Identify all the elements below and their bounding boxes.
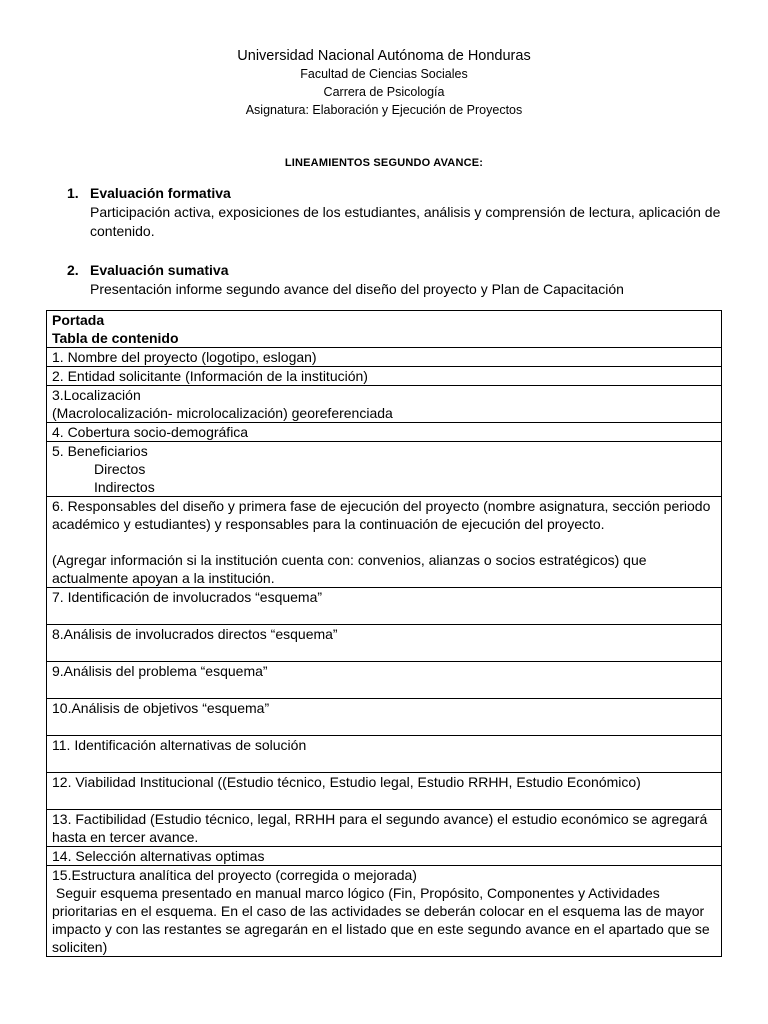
faculty-name: Facultad de Ciencias Sociales: [300, 67, 468, 81]
report-outline-table: [46, 310, 722, 957]
document-title: LINEAMIENTOS SEGUNDO AVANCE:: [284, 157, 484, 169]
table-row: [47, 662, 722, 699]
table-cell: [47, 866, 722, 957]
table-cell: 4. Cobertura socio-demográfica: [47, 423, 722, 442]
section-formative-evaluation: [67, 184, 727, 241]
cell-line: (Macrolocalización- microlocalización) georeferenciada: [52, 405, 393, 421]
section-number: 1.: [67, 185, 79, 201]
table-row: [47, 736, 722, 773]
cell-line: 3.Localización: [52, 387, 141, 403]
table-row: [47, 810, 722, 847]
table-row: [47, 847, 722, 866]
table-row: [47, 311, 722, 348]
cell-paragraph: 6. Responsables del diseño y primera fase de ejecución del proyecto (nombre asignatura, sección periodo académico y estudiantes) y responsables para la continuación de ejecución del proyecto.: [52, 498, 711, 532]
document-header: [0, 47, 768, 119]
table-row: [47, 588, 722, 625]
cell-line: Indirectos: [94, 479, 155, 495]
table-cell: 10.Análisis de objetivos “esquema”: [47, 699, 722, 736]
table-row: [47, 442, 722, 497]
section-number: 2.: [67, 262, 79, 278]
table-cell: 9.Análisis del problema “esquema”: [47, 662, 722, 699]
section-heading: Evaluación formativa: [90, 185, 231, 201]
section-summative-evaluation: [67, 261, 727, 299]
table-row: [47, 625, 722, 662]
table-row: [47, 866, 722, 957]
table-row: [47, 699, 722, 736]
table-row: [47, 423, 722, 442]
table-cell: [47, 311, 722, 348]
table-row: [47, 348, 722, 367]
cell-paragraph: Seguir esquema presentado en manual marco lógico (Fin, Propósito, Componentes y Actividades prioritarias en el esquema. En el caso de las actividades se deberán colocar en el esquema las de mayor impacto y con las restantes se agregarán en el listado que en este segundo avance en el apartado que se soliciten): [52, 885, 714, 955]
cell-line: 5. Beneficiarios: [52, 443, 148, 459]
table-row: [47, 497, 722, 588]
table-cell: [47, 386, 722, 423]
table-cell: 13. Factibilidad (Estudio técnico, legal, RRHH para el segundo avance) el estudio económico se agregará hasta en tercer avance.: [47, 810, 722, 847]
contents-label: Tabla de contenido: [52, 330, 179, 346]
section-heading: Evaluación sumativa: [90, 262, 229, 278]
table-cell: [47, 497, 722, 588]
table-cell: 8.Análisis de involucrados directos “esquema”: [47, 625, 722, 662]
section-body: Participación activa, exposiciones de los estudiantes, análisis y comprensión de lectura, aplicación de contenido.: [90, 204, 721, 239]
cover-label: Portada: [52, 312, 105, 328]
table-row: [47, 773, 722, 810]
table-cell: 14. Selección alternativas optimas: [47, 847, 722, 866]
table-cell: 7. Identificación de involucrados “esquema”: [47, 588, 722, 625]
subject-name: Asignatura: Elaboración y Ejecución de Proyectos: [245, 103, 523, 117]
cell-spacer: [52, 533, 716, 551]
university-name: Universidad Nacional Autónoma de Honduras: [237, 48, 531, 64]
cell-line: Directos: [94, 461, 146, 477]
table-cell: [47, 442, 722, 497]
table-row: [47, 386, 722, 423]
career-name: Carrera de Psicología: [323, 85, 445, 99]
table-cell: 1. Nombre del proyecto (logotipo, eslogan): [47, 348, 722, 367]
cell-paragraph: (Agregar información si la institución cuenta con: convenios, alianzas o socios estratégicos) que actualmente apoyan a la institución.: [52, 552, 647, 586]
table-cell: 11. Identificación alternativas de solución: [47, 736, 722, 773]
table-row: [47, 367, 722, 386]
section-body: Presentación informe segundo avance del diseño del proyecto y Plan de Capacitación: [90, 281, 624, 297]
table-cell: 12. Viabilidad Institucional ((Estudio técnico, Estudio legal, Estudio RRHH, Estudio Económico): [47, 773, 722, 810]
cell-line: 15.Estructura analítica del proyecto (corregida o mejorada): [52, 867, 417, 883]
table-cell: 2. Entidad solicitante (Información de la institución): [47, 367, 722, 386]
